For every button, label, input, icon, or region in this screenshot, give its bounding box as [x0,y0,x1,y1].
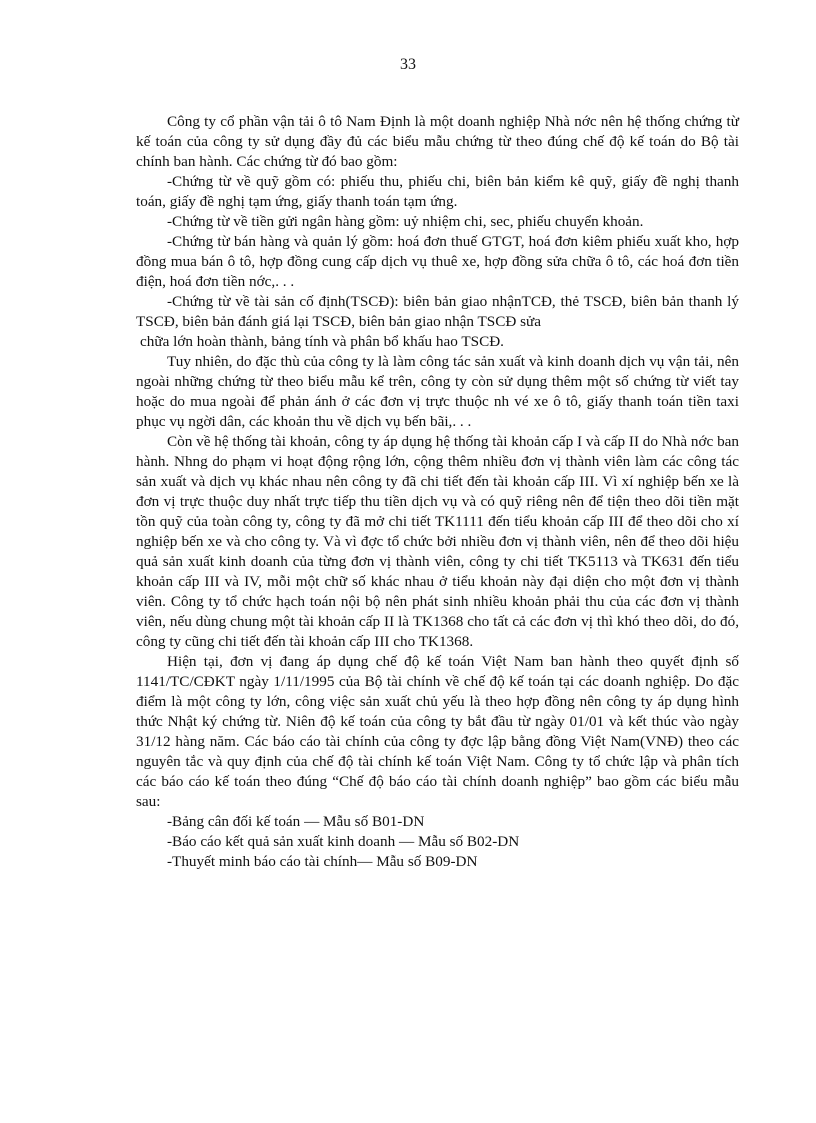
report-item-balance-sheet: -Bảng cân đối kế toán — Mẫu số B01-DN [167,813,425,830]
paragraph-accounting-regime: Hiện tại, đơn vị đang áp dụng chế độ kế toán Việt Nam ban hành theo quyết định số 1141/TC/CĐKT ngày 1/11/1995 của Bộ tài chính về chế độ kế toán tại các doanh nghiệp. Do đặc điểm là một công ty lớn, công việc sản xuất chủ yếu là theo hợp đồng nên công ty áp dụng hình thức Nhật ký chứng từ. Niên độ kế toán của công ty bắt đầu từ ngày 01/01 và kết thúc vào ngày 31/12 hàng năm. Các báo cáo tài chính của công ty đợc lập bằng đồng Việt Nam(VNĐ) theo các nguyên tắc và quy định của chế độ tài chính kế toán Việt Nam. Công ty tổ chức lập và phân tích các báo cáo kế toán theo đúng “Chế độ báo cáo tài chính doanh nghiệp” bao gồm các biểu mẫu sau: [136,653,739,810]
page-number: 33 [400,56,416,73]
paragraph-cash-vouchers: -Chứng từ về quỹ gồm có: phiếu thu, phiếu chi, biên bản kiểm kê quỹ, giấy đề nghị thanh toán, giấy đề nghị tạm ứng, giấy thanh toán tạm ứng. [136,173,739,210]
paragraph-fixed-asset-continuation: chữa lớn hoàn thành, bảng tính và phân bổ khấu hao TSCĐ. [140,333,504,350]
paragraph-special-vouchers: Tuy nhiên, do đặc thù của công ty là làm công tác sản xuất và kinh doanh dịch vụ vận tải, nên ngoài những chứng từ theo biểu mẫu kể trên, công ty còn sử dụng thêm một số chứng từ viết tay hoặc do mua ngoài để phản ánh ở các đơn vị trực thuộc nh vé xe ô tô, giấy thanh toán tiền taxi phục vụ ngời dân, các khoản thu về dịch vụ bến bãi,. . . [136,353,739,430]
report-item-notes: -Thuyết minh báo cáo tài chính— Mẫu số B09-DN [167,853,478,870]
paragraph-fixed-asset-vouchers: -Chứng từ về tài sản cố định(TSCĐ): biên bản giao nhậnTCĐ, thẻ TSCĐ, biên bản thanh lý TSCĐ, biên bản đánh giá lại TSCĐ, biên bản giao nhận TSCĐ sửa [136,293,739,330]
report-item-income-statement: -Báo cáo kết quả sản xuất kinh doanh — Mẫu số B02-DN [167,833,520,850]
paragraph-sales-vouchers: -Chứng từ bán hàng và quản lý gồm: hoá đơn thuế GTGT, hoá đơn kiêm phiếu xuất kho, hợp đồng mua bán ô tô, hợp đồng cung cấp dịch vụ thuê xe, hợp đồng sửa chữa ô tô, các hoá đơn tiền điện, hoá đơn tiền nớc,. . . [136,233,739,290]
paragraph-account-system: Còn về hệ thống tài khoản, công ty áp dụng hệ thống tài khoản cấp I và cấp II do Nhà nớc ban hành. Nhng do phạm vi hoạt động rộng lớn, cộng thêm nhiều đơn vị thành viên làm các công tác sản xuất và dịch vụ khác nhau nên công ty đã chi tiết đến tài khoản cấp III. Vì xí nghiệp bến xe là đơn vị trực thuộc duy nhất trực tiếp thu tiền dịch vụ và có quỹ riêng nên để tiện theo dõi tiền mặt tồn quỹ của toàn công ty, công ty đã mở chi tiết TK1111 đến tiểu khoản cấp III để theo dõi cho xí nghiệp bến xe và cho công ty. Và vì đợc tổ chức bởi nhiều đơn vị thành viên, nên để theo dõi hiệu quả sản xuất kinh doanh của từng đơn vị thành viên, công ty chi tiết TK5113 và TK631 đến tiểu khoản cấp III và IV, mỗi một chữ số khác nhau ở tiểu khoản này đại diện cho một đơn vị thành viên. Công ty tổ chức hạch toán nội bộ nên phát sinh nhiều khoản phải thu của các đơn vị thành viên, nếu dùng chung một tài khoản cấp II là TK1368 cho tất cả các đơn vị thì khó theo dõi, do đó, công ty cũng chi tiết đến tài khoản cấp III cho TK1368. [136,433,739,650]
document-body [136,112,739,872]
paragraph-bank-vouchers: -Chứng từ về tiền gửi ngân hàng gồm: uỷ nhiệm chi, sec, phiếu chuyển khoản. [167,213,644,230]
paragraph-intro: Công ty cổ phần vận tải ô tô Nam Định là một doanh nghiệp Nhà nớc nên hệ thống chứng từ kế toán của công ty sử dụng đầy đủ các biểu mẫu chứng từ theo đúng chế độ kế toán do Bộ tài chính ban hành. Các chứng từ đó bao gồm: [136,113,739,170]
